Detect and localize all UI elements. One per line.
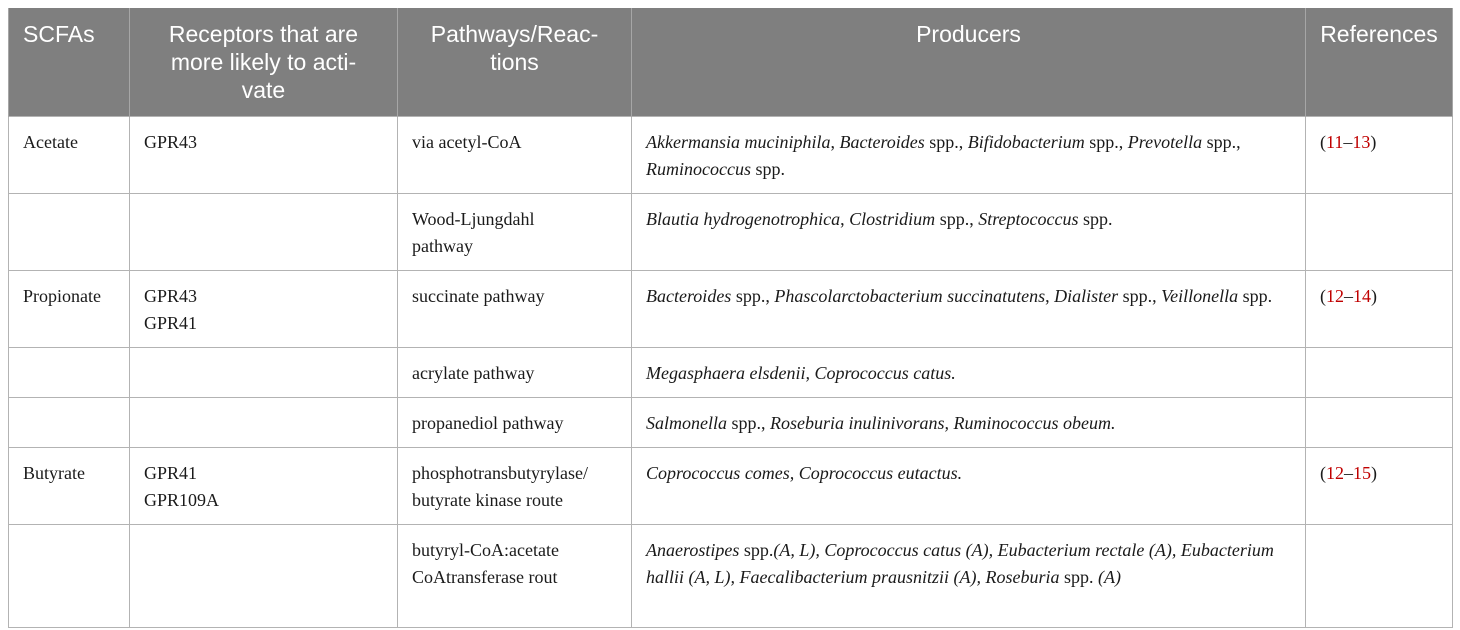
cell-scfa [9,525,130,628]
reference-link-start[interactable]: 12 [1326,286,1344,306]
producer-taxon: Anaerostipes [646,540,740,560]
cell-scfa: Acetate [9,117,130,194]
reference-link-end[interactable]: 14 [1353,286,1371,306]
cell-pathway [398,525,632,628]
table-row [9,117,1453,194]
producer-taxon: Bacteroides [646,286,732,306]
cell-producers [632,117,1306,194]
producer-taxon: Bacteroides [839,132,925,152]
header-pathways [398,8,632,117]
cell-pathway [398,271,632,348]
table-row [9,448,1453,525]
producer-taxon: Megasphaera elsdenii, Coprococcus catus. [646,363,956,383]
pathway-line: butyrate kinase route [412,490,563,510]
producer-taxon: Coprococcus comes, Coprococcus eutactus. [646,463,963,483]
producer-text: spp., [731,286,775,306]
scfa-table-container [8,8,1453,628]
producer-taxon: Veillonella [1161,286,1239,306]
reference-range-separator: – [1343,132,1353,152]
producer-text: , [840,209,850,229]
producer-taxon: (A, L), Coprococcus catus (A), Eubacterium rectale (A), Eubacterium hallii (A, L), Faecalibacterium prausnitzii (A), Roseburia [646,540,1274,587]
cell-receptors [130,525,398,628]
producer-text: spp., [1118,286,1162,306]
producer-text: spp., [1202,132,1241,152]
cell-scfa: Butyrate [9,448,130,525]
producer-text: spp., [1084,132,1128,152]
cell-references [1306,194,1453,271]
pathway-line: phosphotransbutyrylase/ [412,463,588,483]
producer-taxon: (A) [1097,567,1121,587]
producer-text: spp., [924,132,968,152]
reference-range-separator: – [1344,286,1353,306]
table-row [9,271,1453,348]
pathway-line: via acetyl-CoA [412,132,522,152]
producer-taxon: Blautia hydrogenotrophica [646,209,841,229]
header-receptors-line: more likely to acti- [170,49,357,75]
producer-text: spp. [1238,286,1273,306]
header-scfas: SCFAs [9,8,130,117]
cell-receptors [130,271,398,348]
cell-pathway [398,398,632,448]
pathway-line: acrylate pathway [412,363,535,383]
scfa-table [8,8,1453,628]
cell-scfa [9,348,130,398]
producer-taxon: Ruminococcus [646,159,751,179]
producer-taxon: Phascolarctobacterium succinatutens [774,286,1046,306]
cell-producers [632,194,1306,271]
cell-producers [632,348,1306,398]
producer-taxon: Dialister [1054,286,1119,306]
cell-receptors [130,117,398,194]
cell-producers [632,525,1306,628]
cell-references [1306,348,1453,398]
table-row [9,398,1453,448]
cell-receptors [130,194,398,271]
cell-scfa [9,194,130,271]
receptor-name: GPR41 [144,463,198,483]
cell-producers [632,271,1306,348]
cell-references [1306,398,1453,448]
cell-pathway [398,194,632,271]
pathway-line: butyryl-CoA:acetate [412,540,559,560]
producer-text: spp., [727,413,771,433]
receptor-name: GPR109A [144,490,220,510]
producer-text: , [830,132,840,152]
cell-pathway [398,448,632,525]
pathway-line: Wood-Ljungdahl [412,209,535,229]
producer-text: spp., [935,209,979,229]
producer-taxon: Roseburia inulinivorans, Ruminococcus obeum. [770,413,1116,433]
cell-receptors [130,348,398,398]
cell-receptors [130,448,398,525]
pathway-line: CoAtransferase rout [412,567,558,587]
producer-text: spp. [739,540,774,560]
cell-scfa [9,398,130,448]
header-producers: Producers [632,8,1306,117]
pathway-line: pathway [412,236,473,256]
cell-pathway [398,117,632,194]
reference-link-end[interactable]: 15 [1353,463,1371,483]
producer-text: , [1045,286,1055,306]
header-pathways-line: Pathways/Reac- [430,21,599,47]
cell-scfa: Propionate [9,271,130,348]
receptor-name: GPR41 [144,313,198,333]
pathway-line: succinate pathway [412,286,545,306]
receptor-name: GPR43 [144,286,198,306]
producer-taxon: Clostridium [849,209,936,229]
producer-text: spp. [1078,209,1113,229]
reference-link-start[interactable]: 12 [1326,463,1344,483]
cell-producers [632,448,1306,525]
cell-receptors [130,398,398,448]
pathway-line: propanediol pathway [412,413,564,433]
producer-taxon: Akkermansia muciniphila [646,132,831,152]
producer-taxon: Bifidobacterium [967,132,1085,152]
cell-pathway [398,348,632,398]
header-receptors-line: Receptors that are [168,21,359,47]
reference-range-separator: – [1344,463,1353,483]
table-row [9,194,1453,271]
producer-taxon: Salmonella [646,413,727,433]
reference-link-end[interactable]: 13 [1352,132,1371,152]
producer-taxon: Prevotella [1127,132,1203,152]
table-row [9,348,1453,398]
header-row [9,8,1453,117]
header-receptors-line: vate [241,77,286,103]
producer-text: spp. [1059,567,1098,587]
producer-text: spp. [750,159,785,179]
producer-taxon: Streptococcus [978,209,1079,229]
cell-references: (12–14) [1306,271,1453,348]
cell-producers [632,398,1306,448]
header-receptors [130,8,398,117]
cell-references [1306,525,1453,628]
cell-references: (12–15) [1306,448,1453,525]
header-references: References [1306,8,1453,117]
receptor-name: GPR43 [144,132,198,152]
cell-references: (11–13) [1306,117,1453,194]
header-pathways-line: tions [490,49,539,75]
table-row [9,525,1453,628]
reference-link-start[interactable]: 11 [1326,132,1344,152]
